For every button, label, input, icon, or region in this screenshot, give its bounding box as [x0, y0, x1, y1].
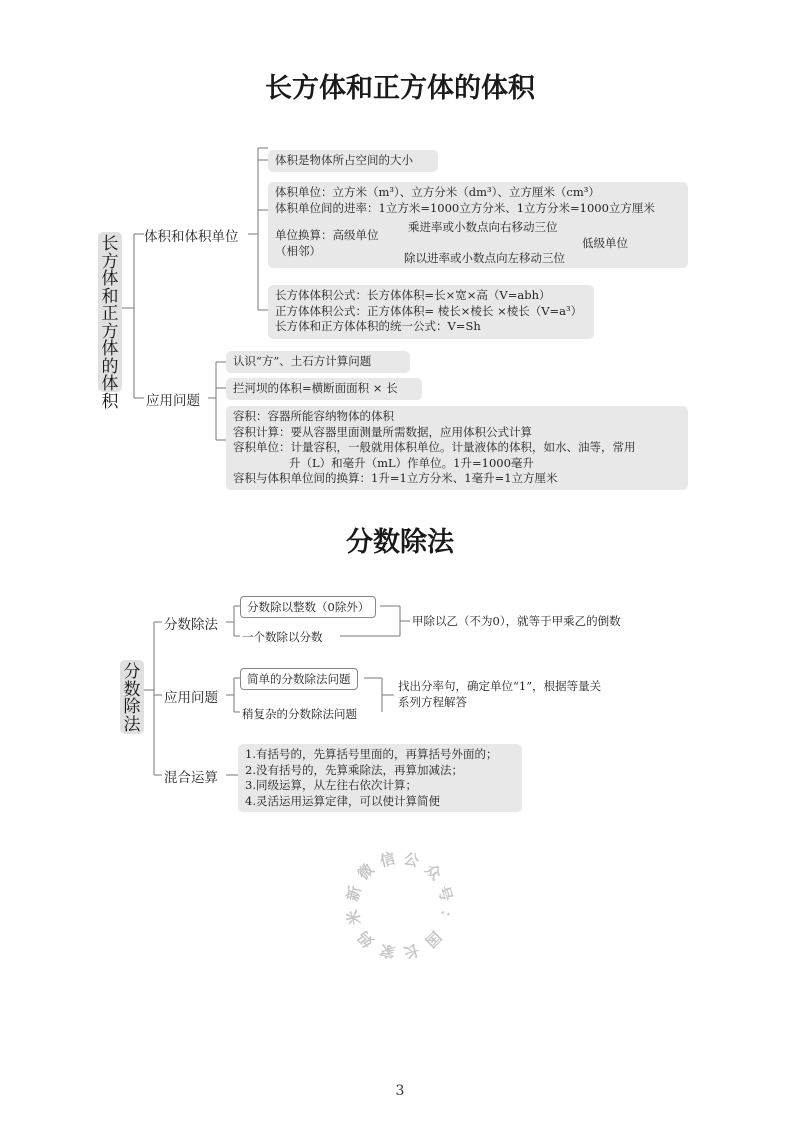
root1-char: 体 — [101, 269, 119, 289]
apply-rule-2: 系列方程解答 — [398, 695, 467, 709]
apply-rule-1: 找出分率句，确定单位“1”，根据等量关 — [398, 679, 602, 693]
root1-char: 的 — [101, 356, 119, 377]
root1-char: 和 — [101, 286, 119, 307]
watermark-seal — [340, 840, 460, 970]
watermark-char: 微 — [354, 860, 378, 884]
formula2: 正方体体积公式：正方体体积= 棱长×棱长 ×棱长（V=a³） — [275, 303, 583, 318]
formula1: 长方体体积公式：长方体体积=长×宽×高（V=abh） — [275, 288, 551, 302]
root2-char: 数 — [123, 679, 141, 700]
conv-bottom-text: 除以进率或小数点向左移动三位 — [404, 251, 565, 265]
mixed-rules-box — [238, 744, 522, 812]
watermark-char: 米 — [342, 908, 365, 928]
capacity-box — [226, 406, 688, 490]
cap2: 容积计算：要从容器里面测量所需数据，应用体积公式计算 — [233, 424, 532, 439]
cap4: 升（L）和毫升（mL）作单位。1升=1000毫升 — [289, 455, 534, 470]
apply1: 认识“方”、土石方计算问题 — [233, 354, 372, 368]
watermark-char: 长 — [402, 940, 422, 963]
branch-application: 应用问题 — [146, 393, 200, 409]
mixed1: 1.有括号的，先算括号里面的，再算括号外面的； — [245, 747, 498, 761]
formula3: 长方体和正方体体积的统一公式：V=Sh — [275, 319, 481, 333]
watermark-char: 公 — [402, 848, 422, 871]
root2-char: 分 — [123, 662, 141, 682]
division-rule: 甲除以乙（不为0），就等于甲乘乙的倒数 — [412, 614, 621, 628]
root1-char: 积 — [101, 391, 119, 412]
volume-definition-text: 体积是物体所占空间的大小 — [275, 153, 413, 167]
root1-char: 体 — [101, 374, 119, 394]
mixed3: 3.同级运算，从左往右依次计算； — [245, 778, 417, 792]
watermark-char: 国 — [421, 927, 445, 951]
page-number: 3 — [395, 1083, 405, 1099]
cap5: 容积与体积单位间的换算：1升=1立方分米、1毫升=1立方厘米 — [233, 471, 558, 485]
watermark-char: 新 — [342, 883, 365, 903]
apply-simple: 简单的分数除法问题 — [240, 668, 358, 690]
units-line1: 体积单位：立方米（m³）、立方分米（dm³）、立方厘米（cm³） — [275, 185, 600, 199]
apply2: 拦河坝的体积=横断面面积 × 长 — [233, 381, 398, 395]
div-by-fraction: 一个数除以分数 — [242, 630, 323, 644]
apply-earth-box — [226, 351, 410, 373]
watermark-char: 众 — [421, 860, 445, 884]
root1-char: 正 — [101, 304, 119, 324]
units-line2: 体积单位间的进率：1立方米=1000立方分米、1立方分米=1000立方厘米 — [275, 200, 655, 215]
conv-label1-text: 单位换算： — [275, 228, 333, 242]
root1-char: 方 — [101, 251, 119, 272]
mixed4: 4.灵活运用运算定律，可以使计算简便 — [245, 793, 440, 808]
apply-complex: 稍复杂的分数除法问题 — [242, 707, 357, 721]
watermark-char: 信 — [377, 848, 397, 871]
conv-top-text: 乘进率或小数点向右移动三位 — [408, 220, 558, 234]
watermark-char: ： — [434, 908, 457, 928]
section1-title: 长方体和正方体的体积 — [265, 73, 535, 104]
branch-application-2: 应用问题 — [164, 690, 218, 706]
section2-title: 分数除法 — [346, 527, 454, 558]
branch-volume-units: 体积和体积单位 — [144, 229, 239, 245]
branch-mixed-operations: 混合运算 — [164, 770, 218, 786]
cap1: 容积：容器所能容纳物体的体积 — [233, 409, 394, 423]
watermark-char: 妈 — [354, 927, 378, 951]
section1-root-label — [98, 232, 122, 412]
div-by-integer: 分数除以整数（0除外） — [240, 596, 376, 618]
watermark-char: 家 — [377, 940, 397, 963]
volume-definition — [268, 150, 438, 172]
formula-box — [268, 285, 594, 339]
mixed2: 2.没有括号的，先算乘除法，再算加减法； — [245, 762, 463, 777]
cap3: 容积单位：计量容积，一般就用体积单位。计量液体的体积，如水、油等，常用 — [233, 440, 636, 454]
watermark-char: 号 — [434, 883, 457, 903]
root2-char: 法 — [123, 714, 141, 735]
conv-low-unit: 低级单位 — [582, 236, 628, 250]
branch-fraction-division: 分数除法 — [164, 617, 218, 633]
conv-high-unit: 高级单位 — [332, 228, 379, 242]
root1-char: 方 — [101, 321, 119, 342]
apply-dam-box — [226, 378, 422, 400]
root1-char: 体 — [101, 339, 119, 359]
root2-char: 除 — [123, 697, 141, 717]
section2-root-label — [120, 660, 144, 734]
root1-char: 长 — [101, 234, 119, 254]
conv-label2: （相邻） — [275, 243, 321, 258]
